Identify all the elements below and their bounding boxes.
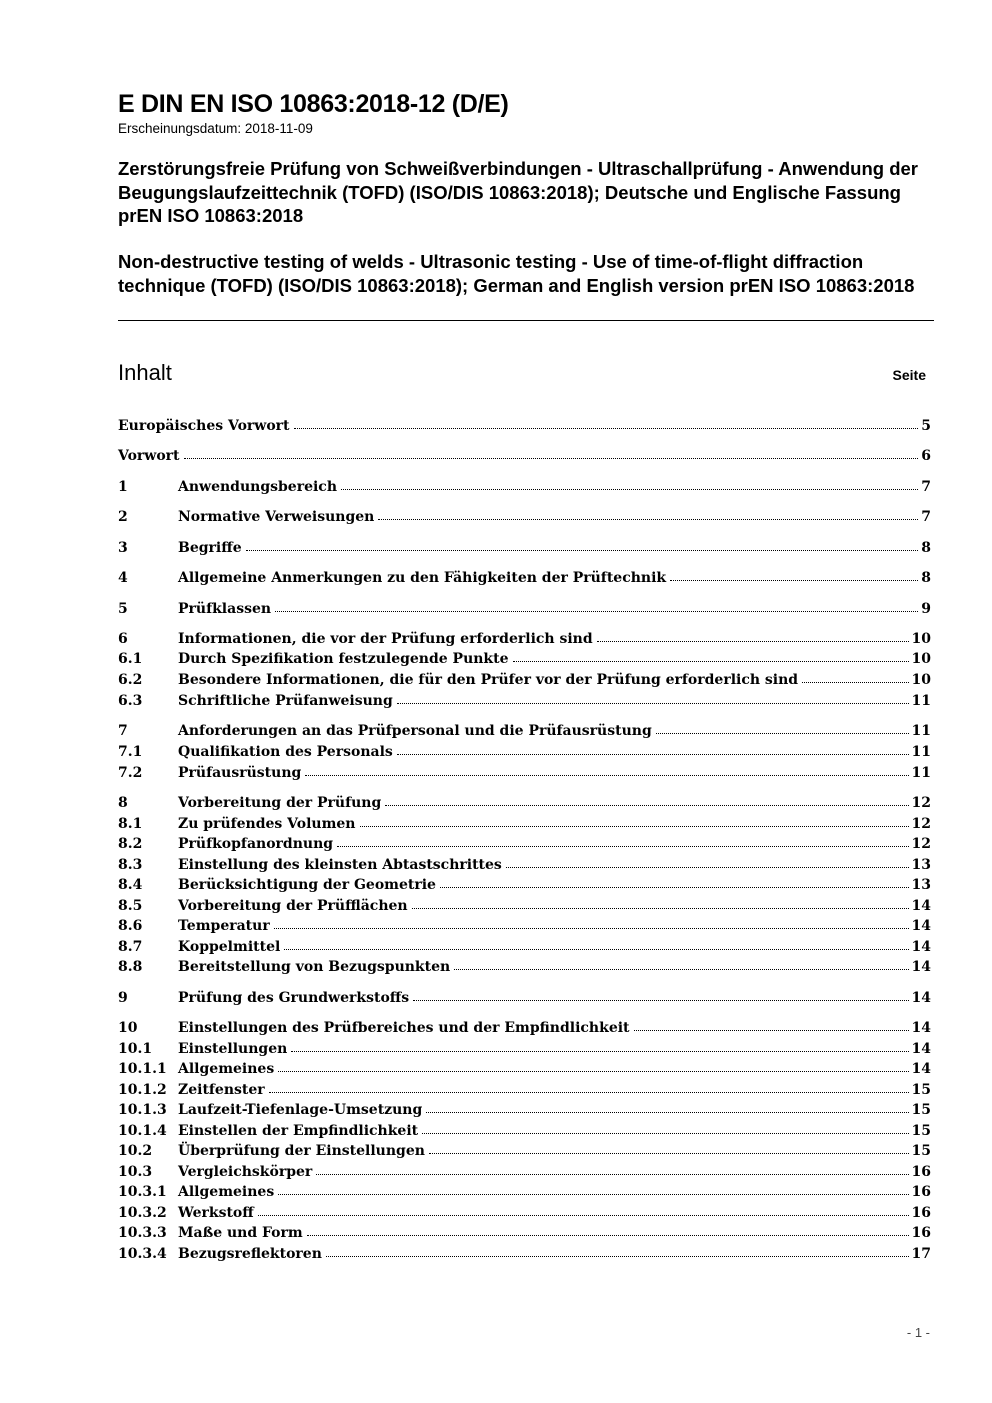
toc-entry[interactable] [118, 1246, 931, 1266]
toc-dot-leader [397, 701, 909, 704]
toc-dot-leader [513, 659, 909, 662]
toc-entry-title: Vorwort [118, 448, 180, 464]
toc-dot-leader [294, 426, 919, 429]
toc-entry[interactable] [118, 448, 931, 468]
toc-entry-page: 11 [911, 765, 931, 781]
toc-entry-title: Begriffe [178, 540, 242, 556]
toc-entry-title: Prüfkopfanordnung [178, 836, 334, 852]
toc-entry-number: 10.3.4 [118, 1246, 167, 1262]
toc-dot-leader [284, 947, 908, 950]
toc-entry-page: 15 [911, 1082, 931, 1098]
toc-dot-leader [275, 609, 918, 612]
toc-entry-title: Zeitfenster [178, 1082, 265, 1098]
toc-dot-leader [440, 885, 909, 888]
toc-entry[interactable] [118, 918, 931, 938]
toc-entry-number: 6.2 [118, 672, 143, 688]
header-divider [118, 320, 934, 321]
toc-dot-leader [307, 1233, 909, 1236]
toc-dot-leader [316, 1172, 908, 1175]
toc-entry[interactable] [118, 795, 931, 815]
toc-entry-page: 10 [911, 651, 931, 667]
toc-dot-leader [291, 1049, 908, 1052]
toc-entry-title: Durch Spezifikation festzulegende Punkte [178, 651, 509, 667]
toc-entry[interactable] [118, 877, 931, 897]
toc-entry-number: 6 [118, 631, 128, 647]
toc-entry-page: 16 [911, 1205, 931, 1221]
toc-entry[interactable] [118, 765, 931, 785]
toc-entry[interactable] [118, 693, 931, 713]
toc-entry-number: 10.3 [118, 1164, 153, 1180]
toc-entry-number: 10.1.4 [118, 1123, 167, 1139]
toc-entry-page: 6 [921, 448, 931, 464]
toc-entry-number: 8.8 [118, 959, 143, 975]
toc-entry-title: Einstellungen des Prüfbereiches und der Empfindlichkeit [178, 1020, 630, 1036]
toc-entry-page: 14 [911, 1041, 931, 1057]
toc-entry-page: 14 [911, 959, 931, 975]
toc-entry[interactable] [118, 1143, 931, 1163]
toc-entry-number: 10.3.3 [118, 1225, 167, 1241]
toc-entry-number: 10.1.1 [118, 1061, 167, 1077]
toc-entry-page: 7 [921, 479, 931, 495]
toc-entry[interactable] [118, 601, 931, 621]
toc-dot-leader [412, 906, 909, 909]
toc-entry-number: 7 [118, 723, 128, 739]
toc-entry-title: Einstellen der Empfindlichkeit [178, 1123, 419, 1139]
toc-entry[interactable] [118, 1020, 931, 1040]
toc-entry-number: 2 [118, 509, 128, 525]
document-id: E DIN EN ISO 10863:2018-12 (D/E) [118, 90, 509, 118]
toc-entry-title: Einstellung des kleinsten Abtastschrittes [178, 857, 502, 873]
toc-dot-leader [326, 1254, 909, 1257]
toc-dot-leader [429, 1151, 909, 1154]
toc-entry-page: 8 [921, 540, 931, 556]
toc-dot-leader [269, 1090, 909, 1093]
toc-entry-page: 15 [911, 1102, 931, 1118]
toc-entry[interactable] [118, 418, 931, 438]
toc-entry-title: Europäisches Vorwort [118, 418, 290, 434]
toc-entry-page: 12 [911, 816, 931, 832]
toc-entry-title: Besondere Informationen, die für den Prüfer vor der Prüfung erforderlich sind [178, 672, 799, 688]
toc-entry[interactable] [118, 898, 931, 918]
toc-entry[interactable] [118, 1041, 931, 1061]
toc-dot-leader [337, 844, 908, 847]
toc-entry-page: 14 [911, 1020, 931, 1036]
toc-entry-title: Prüfklassen [178, 601, 272, 617]
toc-entry[interactable] [118, 1184, 931, 1204]
toc-entry[interactable] [118, 509, 931, 529]
toc-entry-title: Prüfausrüstung [178, 765, 302, 781]
toc-dot-leader [506, 865, 909, 868]
toc-entry[interactable] [118, 540, 931, 560]
toc-entry-number: 5 [118, 601, 128, 617]
toc-entry-title: Zu prüfendes Volumen [178, 816, 356, 832]
toc-entry-page: 8 [921, 570, 931, 586]
toc-dot-leader [385, 803, 908, 806]
toc-entry-page: 7 [921, 509, 931, 525]
toc-entry[interactable] [118, 939, 931, 959]
toc-dot-leader [802, 680, 908, 683]
toc-entry-number: 8 [118, 795, 128, 811]
toc-entry-title: Informationen, die vor der Prüfung erforderlich sind [178, 631, 593, 647]
toc-entry-number: 9 [118, 990, 128, 1006]
toc-entry[interactable] [118, 1061, 931, 1081]
toc-entry-page: 14 [911, 939, 931, 955]
toc-entry[interactable] [118, 1102, 931, 1122]
toc-entry-title: Vorbereitung der Prüfflächen [178, 898, 408, 914]
toc-entry[interactable] [118, 744, 931, 764]
toc-entry-page: 14 [911, 918, 931, 934]
toc-dot-leader [422, 1131, 908, 1134]
toc-entry-title: Vergleichskörper [178, 1164, 313, 1180]
toc-entry-number: 4 [118, 570, 128, 586]
toc-entry-page: 11 [911, 723, 931, 739]
toc-dot-leader [278, 1192, 908, 1195]
toc-dot-leader [360, 824, 909, 827]
page-number: - 1 - [906, 1325, 930, 1340]
toc-entry-title: Anwendungsbereich [178, 479, 337, 495]
toc-entry-number: 6.3 [118, 693, 143, 709]
toc-dot-leader [670, 578, 918, 581]
toc-entry-number: 10.1.2 [118, 1082, 167, 1098]
toc-entry-title: Berücksichtigung der Geometrie [178, 877, 436, 893]
toc-entry[interactable] [118, 959, 931, 979]
toc-entry-title: Vorbereitung der Prüfung [178, 795, 382, 811]
toc-entry-page: 15 [911, 1143, 931, 1159]
toc-entry-page: 16 [911, 1164, 931, 1180]
toc-dot-leader [454, 967, 908, 970]
toc-entry[interactable] [118, 570, 931, 590]
toc-dot-leader [274, 926, 909, 929]
title-english: Non-destructive testing of welds - Ultrasonic testing - Use of time-of-flight diffraction technique (TOFD) (ISO/DIS 10863:2018); German and English version prEN ISO 10863:2018 [118, 251, 915, 296]
toc-entry[interactable] [118, 857, 931, 877]
toc-entry-number: 10.1.3 [118, 1102, 167, 1118]
toc-entry-number: 3 [118, 540, 128, 556]
toc-entry-page: 5 [921, 418, 931, 434]
toc-entry-page: 13 [911, 877, 931, 893]
toc-entry-page: 14 [911, 898, 931, 914]
toc-entry-number: 8.2 [118, 836, 143, 852]
toc-entry[interactable] [118, 1164, 931, 1184]
toc-dot-leader [397, 752, 909, 755]
toc-entry-title: Bereitstellung von Bezugspunkten [178, 959, 451, 975]
toc-dot-leader [278, 1069, 908, 1072]
toc-entry-number: 8.3 [118, 857, 143, 873]
toc-entry[interactable] [118, 1205, 931, 1225]
toc-entry-title: Prüfung des Grundwerkstoffs [178, 990, 410, 1006]
toc-entry-page: 11 [911, 744, 931, 760]
toc-entry-number: 10.3.2 [118, 1205, 167, 1221]
toc-dot-leader [634, 1028, 909, 1031]
toc-entry[interactable] [118, 651, 931, 671]
toc-entry-page: 14 [911, 1061, 931, 1077]
toc-dot-leader [184, 456, 919, 459]
toc-entry-page: 9 [921, 601, 931, 617]
toc-entry-number: 1 [118, 479, 128, 495]
toc-dot-leader [378, 517, 918, 520]
toc-entry-title: Schriftliche Prüfanweisung [178, 693, 393, 709]
toc-dot-leader [305, 773, 908, 776]
toc-entry-title: Einstellungen [178, 1041, 288, 1057]
toc-entry-number: 10.2 [118, 1143, 153, 1159]
toc-entry[interactable] [118, 1225, 931, 1245]
toc-entry-page: 12 [911, 836, 931, 852]
toc-entry-number: 10.1 [118, 1041, 153, 1057]
toc-entry-page: 10 [911, 672, 931, 688]
toc-entry-number: 8.4 [118, 877, 143, 893]
toc-entry-number: 7.2 [118, 765, 143, 781]
toc-entry-title: Koppelmittel [178, 939, 281, 955]
toc-entry-number: 6.1 [118, 651, 143, 667]
toc-dot-leader [656, 731, 909, 734]
toc-entry-number: 8.7 [118, 939, 143, 955]
toc-entry-number: 7.1 [118, 744, 143, 760]
toc-dot-leader [341, 487, 918, 490]
toc-entry-title: Qualifikation des Personals [178, 744, 393, 760]
toc-dot-leader [426, 1110, 908, 1113]
toc-entry[interactable] [118, 836, 931, 856]
toc-entry-title: Maße und Form [178, 1225, 303, 1241]
toc-entry-page: 14 [911, 990, 931, 1006]
toc-page-label: Seite [892, 367, 926, 383]
toc-entry-title: Werkstoff [178, 1205, 254, 1221]
title-german: Zerstörungsfreie Prüfung von Schweißverbindungen - Ultraschallprüfung - Anwendung der Beugungslaufzeittechnik (TOFD) (ISO/DIS 10863:2018); Deutsche und Englische Fassung prEN ISO 10863:2018 [118, 158, 918, 226]
toc-entry-title: Allgemeines [178, 1061, 275, 1077]
toc-entry[interactable] [118, 1123, 931, 1143]
toc-dot-leader [597, 639, 909, 642]
toc-entry-number: 8.5 [118, 898, 143, 914]
toc-entry-title: Normative Verweisungen [178, 509, 375, 525]
toc-entry-page: 13 [911, 857, 931, 873]
toc-entry[interactable] [118, 816, 931, 836]
toc-entry-title: Laufzeit-Tiefenlage-Umsetzung [178, 1102, 423, 1118]
toc-entry-number: 10.3.1 [118, 1184, 167, 1200]
toc-entry-page: 16 [911, 1225, 931, 1241]
toc-entry-number: 8.6 [118, 918, 143, 934]
toc-entry-title: Bezugsreflektoren [178, 1246, 322, 1262]
toc-entry-page: 10 [911, 631, 931, 647]
toc-entry-page: 11 [911, 693, 931, 709]
toc-entry[interactable] [118, 990, 931, 1010]
toc-entry[interactable] [118, 672, 931, 692]
toc-entry-number: 8.1 [118, 816, 143, 832]
toc-dot-leader [246, 548, 919, 551]
publication-date: Erscheinungsdatum: 2018-11-09 [118, 121, 313, 136]
toc-entry-page: 17 [911, 1246, 931, 1262]
toc-entry-page: 16 [911, 1184, 931, 1200]
toc-entry-title: Überprüfung der Einstellungen [178, 1143, 425, 1159]
toc-heading: Inhalt [118, 360, 172, 385]
toc-entry[interactable] [118, 723, 931, 743]
toc-entry-page: 15 [911, 1123, 931, 1139]
toc-entry-page: 12 [911, 795, 931, 811]
toc-dot-leader [413, 998, 908, 1001]
toc-entry-title: Temperatur [178, 918, 270, 934]
toc-entry-title: Allgemeines [178, 1184, 275, 1200]
toc-entry[interactable] [118, 479, 931, 499]
toc-entry[interactable] [118, 1082, 931, 1102]
toc-entry-title: Allgemeine Anmerkungen zu den Fähigkeiten der Prüftechnik [178, 570, 667, 586]
toc-dot-leader [258, 1213, 909, 1216]
toc-entry[interactable] [118, 631, 931, 651]
toc-entry-title: Anforderungen an das Prüfpersonal und die Prüfausrüstung [178, 723, 652, 739]
toc-entry-number: 10 [118, 1020, 138, 1036]
